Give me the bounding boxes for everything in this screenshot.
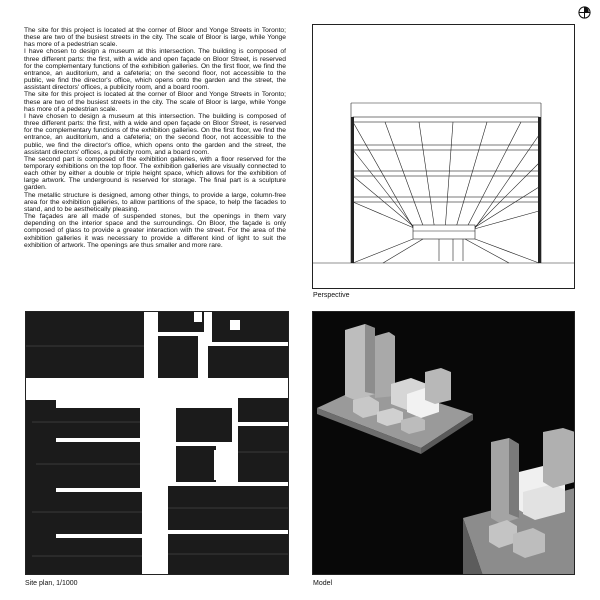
paragraph: The façades are all made of suspended stones, but the openings in them vary depending on the interior space and the surroundings. On Bloor, the façade is only composed of glass to provide a greater interaction with the street. For the area of the exhibition galleries it was necessary to provide a different kind of light to suit the exhibition of artwork. The openings are thus smaller and more rare. <box>24 213 286 249</box>
perspective-drawing <box>312 24 575 289</box>
north-arrow-icon <box>578 6 591 19</box>
paragraph: The site for this project is located at the corner of Bloor and Yonge Streets in Toronto; these are two of the busiest streets in the city. The scale of Bloor is large, while Yonge has more of a pedestrian scale. <box>24 27 286 49</box>
paragraph: The second part is composed of the exhibition galleries, with a floor reserved for the temporary exhibitions on the top floor. The exhibition galleries are visually connected to each other by either a double or triple height space, which allows for the exhibition of large artwork. The underground is reserved for storage. The final part is a sculpture garden. <box>24 155 286 192</box>
site-plan-map <box>26 312 289 575</box>
model-photographs <box>313 312 575 575</box>
paragraph: I have chosen to design a museum at this intersection. The building is composed of three different parts: the first, with a wide and open façade on Bloor Street, is reserved for the complementary functions of the exhibition galleries. On the first floor, we find the entrance, an auditorium, and a cafeteria; on the second floor, not accessible to the public, we find the director's office, which opens onto the garden and the street, the assistant directors' offices, a publicity room, and a board room. <box>24 48 286 92</box>
site-plan-drawing <box>25 311 289 575</box>
model-caption: Model <box>313 580 333 587</box>
paragraph: The site for this project is located at the corner of Bloor and Yonge Streets in Toronto; these are two of the busiest streets in the city. The scale of Bloor is large, while Yonge has more of a pedestrian scale. <box>24 91 286 113</box>
perspective-illustration <box>313 25 575 289</box>
paragraph: I have chosen to design a museum at this intersection. The building is composed of three different parts: the first, with a wide and open façade on Bloor Street, is reserved for the complementary functions of the exhibition galleries. On the first floor, we find the entrance, an auditorium, and a cafeteria; on the second floor, not accessible to the public, we find the director's office, which opens onto the garden and the street, the assistant directors' offices, a publicity room, and a board room. <box>24 112 286 156</box>
perspective-caption: Perspective <box>313 292 350 299</box>
model-photo <box>312 311 575 575</box>
site-plan-caption: Site plan, 1/1000 <box>25 580 78 587</box>
paragraph: The metallic structure is designed, among other things, to provide a large, column-free area for the exhibition galleries, to allow partitions of the space, to help the facades to stand, and to be aesthetically pleasing. <box>24 191 286 213</box>
description-text <box>24 27 286 249</box>
